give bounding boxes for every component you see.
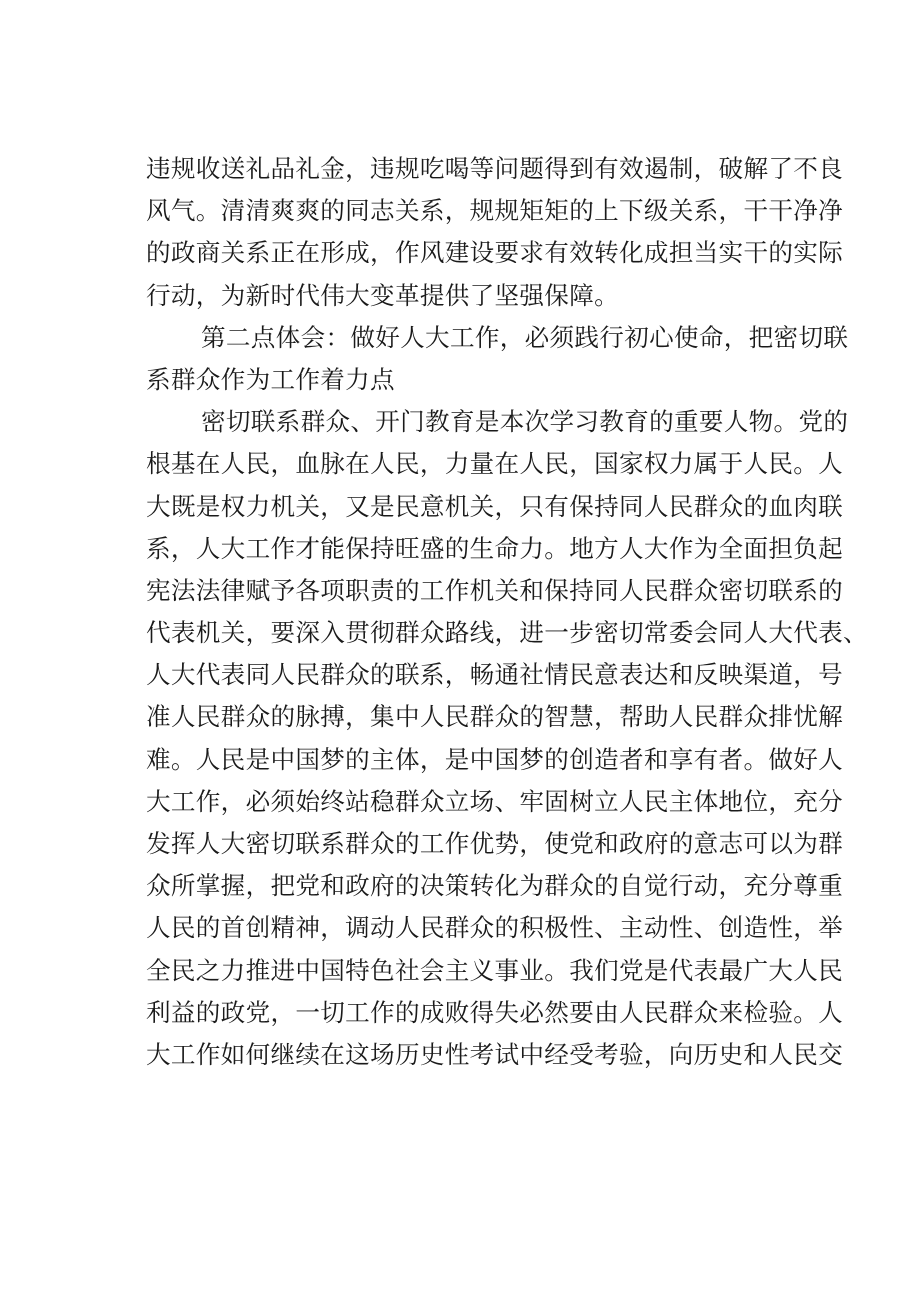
text-line: 宪法法律赋予各项职责的工作机关和保持同人民群众密切联系的 [146, 575, 844, 605]
text-line: 风气。清清爽爽的同志关系，规规矩矩的上下级关系，干干净净 [146, 196, 844, 226]
text-line: 的政商关系正在形成，作风建设要求有效转化成担当实干的实际 [146, 238, 844, 268]
text-line: 众所掌握，把党和政府的决策转化为群众的自觉行动，充分尊重 [146, 871, 844, 901]
text-line: 大工作，必须始终站稳群众立场、牢固树立人民主体地位，充分 [146, 786, 844, 816]
text-line: 代表机关，要深入贯彻群众路线，进一步密切常委会同人大代表、 [146, 618, 868, 648]
text-line: 根基在人民，血脉在人民，力量在人民，国家权力属于人民。人 [146, 449, 844, 479]
text-line: 密切联系群众、开门教育是本次学习教育的重要人物。党的 [201, 407, 849, 437]
section-heading-line: 系群众作为工作着力点 [146, 364, 395, 394]
text-line: 人民的首创精神，调动人民群众的积极性、主动性、创造性，举 [146, 913, 844, 943]
text-line: 全民之力推进中国特色社会主义事业。我们党是代表最广大人民 [146, 955, 844, 985]
text-line: 人大代表同人民群众的联系，畅通社情民意表达和反映渠道，号 [146, 660, 844, 690]
text-line: 难。人民是中国梦的主体，是中国梦的创造者和享有者。做好人 [146, 744, 844, 774]
text-line: 利益的政党，一切工作的成败得失必然要由人民群众来检验。人 [146, 997, 844, 1027]
text-line: 违规收送礼品礼金，违规吃喝等问题得到有效遏制，破解了不良 [146, 154, 844, 183]
text-line: 行动，为新时代伟大变革提供了坚强保障。 [146, 280, 619, 310]
text-line: 准人民群众的脉搏，集中人民群众的智慧，帮助人民群众排忧解 [146, 702, 844, 732]
text-line: 发挥人大密切联系群众的工作优势，使党和政府的意志可以为群 [146, 829, 844, 858]
document-body [146, 148, 868, 1076]
section-heading-line: 第二点体会：做好人大工作，必须践行初心使命，把密切联 [201, 322, 849, 352]
text-line: 大既是权力机关，又是民意机关，只有保持同人民群众的血肉联 [146, 491, 844, 521]
text-line: 系，人大工作才能保持旺盛的生命力。地方人大作为全面担负起 [146, 533, 844, 563]
text-line: 大工作如何继续在这场历史性考试中经受考验，向历史和人民交 [146, 1039, 844, 1069]
